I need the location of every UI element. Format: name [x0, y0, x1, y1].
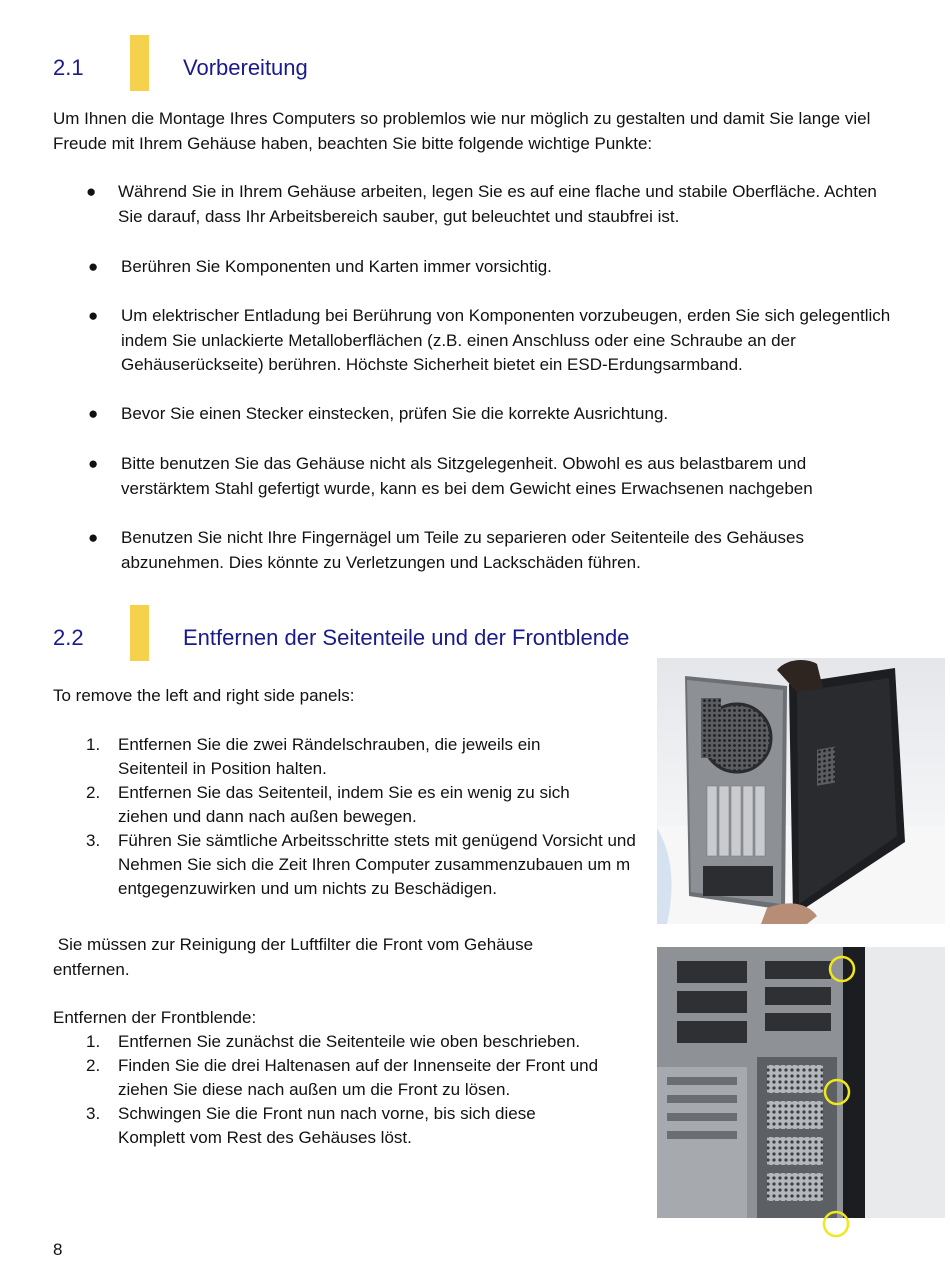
front-step-line: Entfernen Sie zunächst die Seitenteile wie oben beschrieben. — [118, 1032, 581, 1051]
bullet-marker: ● — [86, 182, 97, 201]
front-step-number: 2. — [86, 1056, 101, 1075]
bullet-marker: ● — [88, 306, 99, 325]
step-line: Seitenteil in Position halten. — [118, 759, 327, 778]
bullet-marker: ● — [88, 404, 99, 423]
front-step-number: 3. — [86, 1104, 101, 1123]
bullet-item: Bitte benutzen Sie das Gehäuse nicht als Sitzgelegenheit. Obwohl es aus belastbarem und verstärktem Stahl gefertigt wurde, kann es bei dem Gewicht eines Erwachsenen nachgeben — [121, 454, 813, 498]
bullet-marker: ● — [88, 528, 99, 547]
step-number: 2. — [86, 783, 101, 802]
front-step-number: 1. — [86, 1032, 101, 1051]
step-line: Entfernen Sie die zwei Rändelschrauben, die jeweils ein — [118, 735, 541, 754]
section-number: 2.1 — [53, 55, 84, 80]
step-number: 3. — [86, 831, 101, 850]
section-title: Vorbereitung — [183, 55, 308, 80]
front-step-line: Finden Sie die drei Haltenasen auf der Innenseite der Front und — [118, 1056, 599, 1075]
side-panel-intro: To remove the left and right side panels: — [53, 686, 355, 705]
section-number: 2.2 — [53, 625, 84, 650]
front-step-line: Komplett vom Rest des Gehäuses löst. — [118, 1128, 412, 1147]
step-line: Nehmen Sie sich die Zeit Ihren Computer zusammenzubauen um m — [118, 855, 631, 874]
page-number: 8 — [53, 1240, 63, 1259]
filter-note: Sie müssen zur Reinigung der Luftfilter die Front vom Gehäuse entfernen. — [53, 935, 538, 979]
step-line: Führen Sie sämtliche Arbeitsschritte stets mit genügend Vorsicht und — [118, 831, 636, 850]
bullet-item: Um elektrischer Entladung bei Berührung von Komponenten vorzubeugen, erden Sie sich gelegentlich indem Sie unlackierte Metalloberflächen (z.B. einen Anschluss oder eine Schraube an der Gehäuserückseite) berühren. Höchste Sicherheit bietet ein ESD-Erdungsarmband. — [121, 306, 891, 374]
bullet-marker: ● — [88, 454, 99, 473]
bullet-item: Bevor Sie einen Stecker einstecken, prüfen Sie die korrekte Ausrichtung. — [121, 404, 669, 423]
step-number: 1. — [86, 735, 101, 754]
bullet-item: Berühren Sie Komponenten und Karten immer vorsichtig. — [121, 257, 552, 276]
bullet-marker: ● — [88, 257, 99, 276]
front-panel-heading: Entfernen der Frontblende: — [53, 1008, 257, 1027]
section-title: Entfernen der Seitenteile und der Frontblende — [183, 625, 630, 650]
step-line: ziehen und dann nach außen bewegen. — [118, 807, 417, 826]
case-side-panel-photo — [657, 658, 945, 924]
step-line: Entfernen Sie das Seitenteil, indem Sie es ein wenig zu sich — [118, 783, 570, 802]
intro-paragraph: Um Ihnen die Montage Ihres Computers so problemlos wie nur möglich zu gestalten und damit Sie lange viel Freude mit Ihrem Gehäuse haben, beachten Sie bitte folgende wichtige Punkte: — [53, 109, 871, 153]
step-line: entgegenzuwirken und um nichts zu Beschädigen. — [118, 879, 497, 898]
front-step-line: ziehen Sie diese nach außen um die Front zu lösen. — [118, 1080, 511, 1099]
case-front-clips-photo — [657, 947, 945, 1218]
bullet-item: Benutzen Sie nicht Ihre Fingernägel um Teile zu separieren oder Seitenteile des Gehäuses abzunehmen. Dies könnte zu Verletzungen und Lackschäden führen. — [121, 528, 804, 572]
front-step-line: Schwingen Sie die Front nun nach vorne, bis sich diese — [118, 1104, 536, 1123]
bullet-item: Während Sie in Ihrem Gehäuse arbeiten, legen Sie es auf eine flache und stabile Oberfläche. Achten Sie darauf, dass Ihr Arbeitsbereich sauber, gut beleuchtet und staubfrei ist. — [118, 182, 877, 226]
marker-circle — [818, 1208, 854, 1242]
